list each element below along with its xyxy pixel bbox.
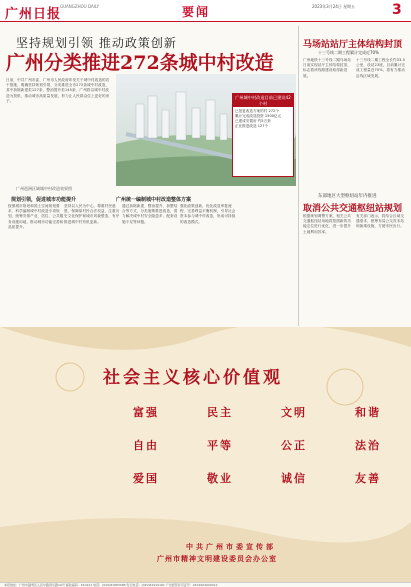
photo-caption: 广州琶洲区域城中村改造效果图 bbox=[16, 186, 72, 191]
value-word: 友善 bbox=[355, 472, 381, 485]
section-name: 要闻 bbox=[182, 5, 211, 19]
value-word: 敬业 bbox=[207, 472, 233, 485]
values-row-3 bbox=[126, 470, 388, 486]
poster-organizer-2: 广州市精神文明建设委员会办公室 bbox=[157, 555, 277, 563]
column-divider bbox=[298, 26, 299, 326]
infobox-title: 广州城中村改造目前已建设42个村 bbox=[233, 94, 293, 107]
right-column: 十三号线二期工程全长约33.5公里，设站23座，目前累计完成工程量近70%，将有力推动沿线区域发展。 bbox=[356, 58, 406, 78]
value-word: 民主 bbox=[207, 406, 233, 419]
value-word: 诚信 bbox=[281, 472, 307, 485]
right-subheadline-1: 十三号线二期工程累计完成近70% bbox=[318, 50, 379, 55]
infobox-line: 累计完成改造投资 1500亿元 bbox=[235, 114, 282, 118]
right-column: 广州地铁十三号线二期马场站日前实现站厅主体结构封顶，标志着该线路建设取得新进展。 bbox=[303, 58, 352, 78]
right-column: 根据规划调整方案，相关公共交通枢纽站用地将按照新的功能定位进行优化，进一步提升土地利用效率。 bbox=[303, 214, 352, 234]
article-kicker: 坚持规划引领 推动政策创新 bbox=[16, 36, 177, 50]
value-word: 富强 bbox=[133, 406, 159, 419]
value-word: 公正 bbox=[281, 439, 307, 452]
right-headline-1: 马场站站厅主体结构封顶 bbox=[303, 40, 403, 50]
body-column: 通过拆除新建、整治提升、拆整结合等方式，分类施策推进改造，着力解决城中村安全隐患多、配套设施不足等问题。 bbox=[122, 204, 178, 224]
page-footer: 本报地址：广州市越秀区人民中路同乐路10号 邮政编码：510121 电话：(020)81883088 发行电话：(020)81919191 广告经营许可证号：4401004000012 bbox=[0, 582, 411, 587]
infobox-line: 正在推进改造 127个 bbox=[235, 124, 269, 128]
core-values-poster bbox=[0, 327, 411, 582]
value-word: 法治 bbox=[355, 439, 381, 452]
subheading-mid: 广州统一编制城中村改造整体方案 bbox=[116, 197, 192, 203]
poster-title: 社会主义核心价值观 bbox=[103, 368, 283, 388]
value-word: 文明 bbox=[281, 406, 307, 419]
value-word: 自由 bbox=[133, 439, 159, 452]
right-column: 有关部门表示，将结合区域交通需求，统筹布局公交首末站和换乘设施，方便市民出行。 bbox=[356, 214, 405, 229]
value-word: 和谐 bbox=[355, 406, 381, 419]
newspaper-logo: 广州日报 bbox=[5, 7, 62, 22]
page-number: 3 bbox=[392, 2, 402, 18]
masthead bbox=[0, 0, 411, 22]
right-headline-2: 取消公共交通枢纽站规划 bbox=[303, 204, 403, 214]
article-lead: 日前，中共广州市委、广州市人民政府印发关于城中村改造的若干措施，明确坚持规划引领，分类推进全市272条城中村改造，其中拆除新建类127条、整治提升类145条，广州将以城中村改造为契机，推动城市高质量发展，努力让人民群众住上更好的房子。 bbox=[6, 78, 110, 103]
logo-subtitle: GUANGZHOU DAILY bbox=[60, 4, 100, 9]
issue-date: 2023年3月24日 星期五 bbox=[312, 4, 356, 9]
value-word: 平等 bbox=[207, 439, 233, 452]
values-row-1 bbox=[126, 404, 388, 420]
body-column: 坚持以人民为中心，尊重村民意愿，保障原村民合法权益，注重历史文化保护和城市风貌塑造，有序推进城中村有机更新。 bbox=[64, 204, 120, 224]
infobox-line: 已批复改造方案的村 272个 bbox=[235, 109, 279, 113]
infobox-line: 已建成安置房 约5万套 bbox=[235, 119, 271, 123]
poster-organizer-1: 中共广州市委宣传部 bbox=[186, 543, 276, 551]
right-kicker-2: 东部地区大型枢纽站年内推进 bbox=[318, 194, 377, 199]
value-word: 爱国 bbox=[133, 472, 159, 485]
subheading-left: 规划引领，促进城市功能提升 bbox=[11, 197, 77, 203]
body-column: 按照城市规划和国土空间规划要求，科学编制城中村改造专项规划，统筹安排产业、居住、公共服务设施用地，推动城市功能完善和品质提升。 bbox=[8, 204, 64, 229]
values-row-2 bbox=[126, 437, 388, 453]
article-headline: 广州分类推进272条城中村改造 bbox=[6, 52, 274, 74]
body-column: 强化政策创新，优化改造审批流程，完善利益平衡机制，引导社会资本参与城中村改造，形成可持续的改造模式。 bbox=[180, 204, 236, 224]
stats-infobox bbox=[232, 93, 294, 177]
